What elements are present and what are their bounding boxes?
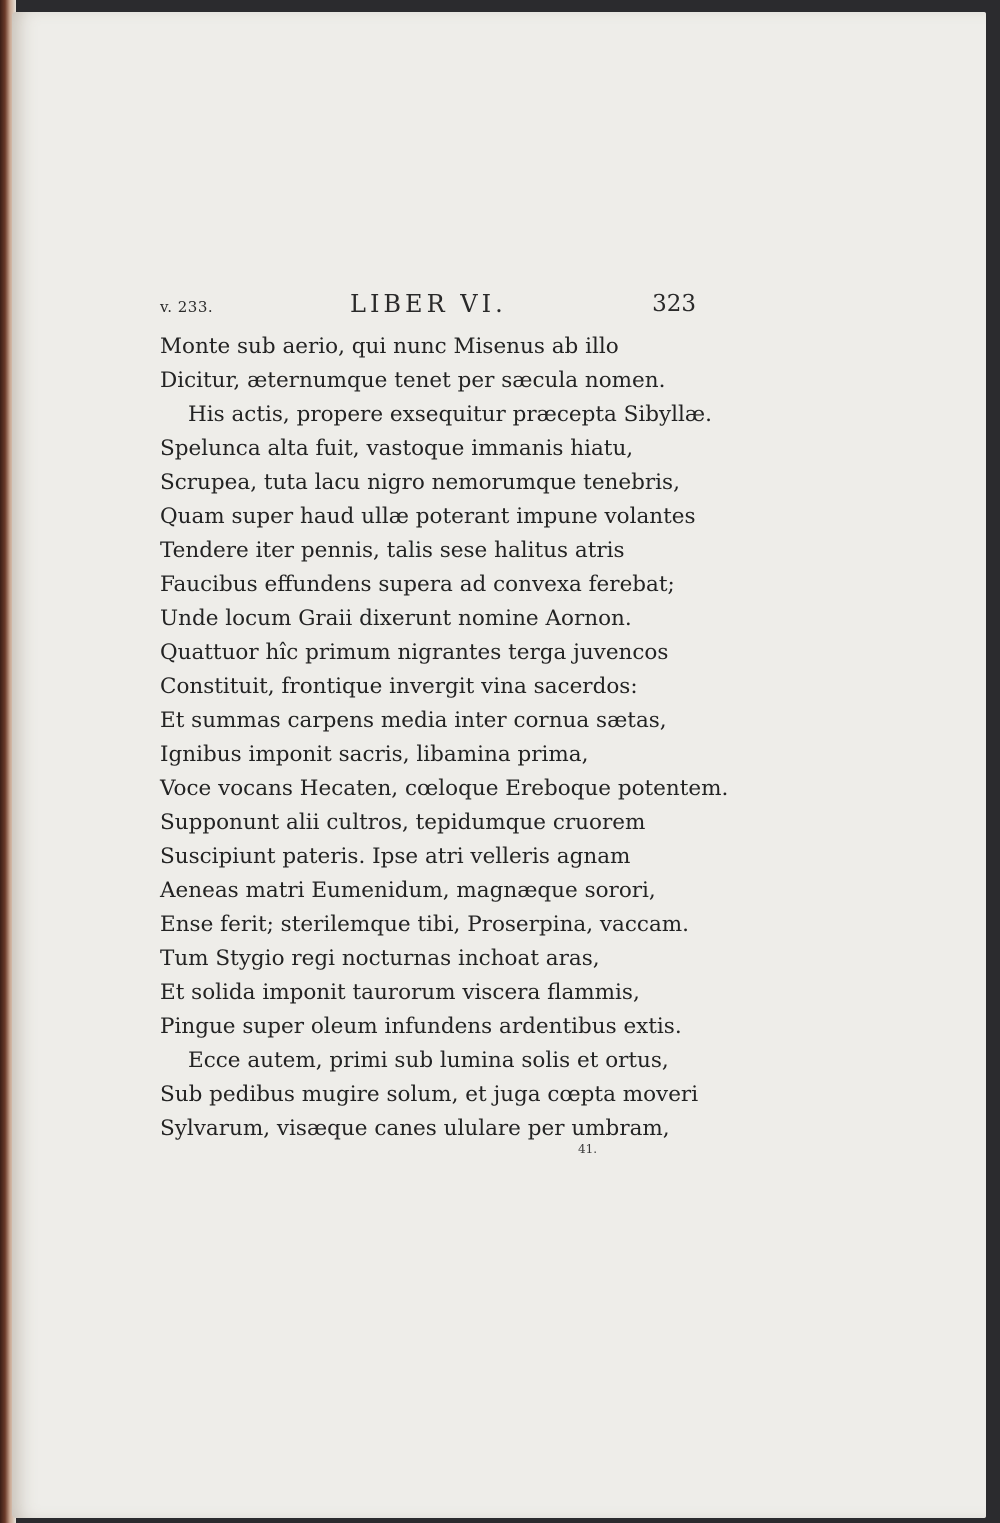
- verse-line: Voce vocans Hecaten, cœloque Ereboque potentem.: [160, 776, 729, 801]
- verse-line: Tum Stygio regi nocturnas inchoat aras,: [160, 946, 600, 971]
- verse-line: Faucibus effundens supera ad convexa ferebat;: [160, 572, 675, 597]
- verse-line: Sylvarum, visæque canes ululare per umbram,: [160, 1116, 670, 1141]
- verse-line: Supponunt alii cultros, tepidumque cruorem: [160, 810, 646, 835]
- verse-line: Dicitur, æternumque tenet per sæcula nomen.: [160, 368, 666, 393]
- signature-mark: 41.: [578, 1142, 598, 1156]
- verse-line: Ignibus imponit sacris, libamina prima,: [160, 742, 589, 767]
- verse-line: Tendere iter pennis, talis sese halitus atris: [160, 538, 625, 563]
- verse-line: His actis, propere exsequitur præcepta Sibyllæ.: [188, 402, 712, 427]
- verse-line: Quam super haud ullæ poterant impune volantes: [160, 504, 696, 529]
- verse-line: Spelunca alta fuit, vastoque immanis hiatu,: [160, 436, 634, 461]
- book-title: LIBER VI.: [350, 290, 507, 318]
- verse-line: Sub pedibus mugire solum, et juga cœpta moveri: [160, 1082, 699, 1107]
- verse-line: Ecce autem, primi sub lumina solis et ortus,: [188, 1048, 669, 1073]
- verse-line: Monte sub aerio, qui nunc Misenus ab illo: [160, 334, 619, 359]
- verse-line: Aeneas matri Eumenidum, magnæque sorori,: [160, 878, 656, 903]
- verse-line: Quattuor hîc primum nigrantes terga juvencos: [160, 640, 669, 665]
- verse-line: Unde locum Graii dixerunt nomine Aornon.: [160, 606, 632, 631]
- verse-reference: v. 233.: [160, 298, 214, 316]
- page-number: 323: [652, 291, 696, 317]
- verse-block: [160, 330, 740, 1146]
- verse-line: Scrupea, tuta lacu nigro nemorumque tenebris,: [160, 470, 680, 495]
- verse-line: Constituit, frontique invergit vina sacerdos:: [160, 674, 638, 699]
- verse-line: Ense ferit; sterilemque tibi, Proserpina, vaccam.: [160, 912, 689, 937]
- verse-line: Suscipiunt pateris. Ipse atri velleris agnam: [160, 844, 631, 869]
- running-header: [160, 288, 700, 322]
- verse-line: Pingue super oleum infundens ardentibus extis.: [160, 1014, 682, 1039]
- verse-line: Et solida imponit taurorum viscera flammis,: [160, 980, 640, 1005]
- verse-line: Et summas carpens media inter cornua sætas,: [160, 708, 667, 733]
